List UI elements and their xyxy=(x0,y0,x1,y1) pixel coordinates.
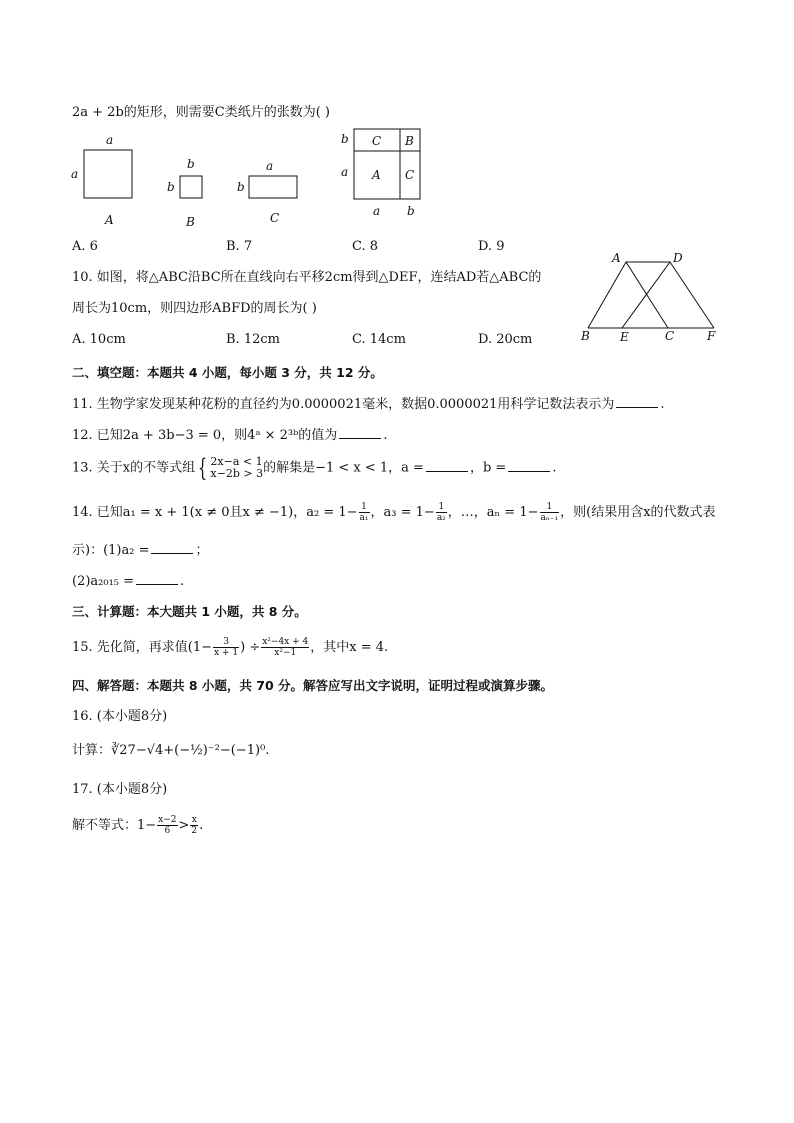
q14-blank-1[interactable] xyxy=(151,541,193,554)
label-c-left: b xyxy=(237,180,245,194)
q9-option-b: B. 7 xyxy=(226,239,253,254)
point-a: A xyxy=(612,251,621,265)
q15-frac-2: $\frac{\text{x²−4x + 4}}{\text{x²−1}}$ xyxy=(262,637,309,658)
rect-c xyxy=(249,176,297,198)
q12-post: 的值为 xyxy=(298,428,338,443)
q10-stem-line1: 10. 如图，将△ABC沿BC所在直线向右平移2cm得到△DEF，连结AD若△ABC的 xyxy=(72,270,542,285)
q10-stem-line2: 周长为10cm，则四边形ABFD的周长为( ) xyxy=(72,301,317,316)
q14-frac-1: $\frac{1}{\text{a₁}}$ xyxy=(359,502,369,523)
q12-expr: 4ᵃ × 2³ᵇ xyxy=(247,428,299,443)
point-b: B xyxy=(581,329,590,343)
cell-br: C xyxy=(405,168,415,182)
q10-option-b: B. 12cm xyxy=(226,332,280,347)
q16-body: 计算：∛27−√4+(−½)⁻²−(−1)⁰. xyxy=(72,743,270,758)
point-d: D xyxy=(673,251,683,265)
cell-bl: A xyxy=(372,168,381,182)
q17-heading: 17. (本小题8分) xyxy=(72,782,168,797)
point-f: F xyxy=(707,329,716,343)
square-b xyxy=(180,176,202,198)
label-a-name: A xyxy=(105,213,114,227)
q13-sys-1: 2x−a < 1 xyxy=(210,455,263,468)
q14-line3-text: (2)a₂₀₁₅ = xyxy=(72,574,135,589)
q14-line2-text: 示)：(1)a₂ = xyxy=(72,543,150,558)
q11: 11. 生物学家发现某种花粉的直径约为0.0000021毫米，数据0.0000021用科学记数法表示为 . xyxy=(72,397,665,412)
q13: 13. 关于x的不等式组 { 2x−a < 1 x−2b > 3 的解集是−1 < x < 1，a = ，b = . xyxy=(72,454,557,482)
q14-line3: (2)a₂₀₁₅ = . xyxy=(72,574,185,589)
q14-mid1: ，a₃ = 1− xyxy=(370,505,435,520)
section-3-heading: 三、计算题：本大题共 1 小题，共 8 分。 xyxy=(72,604,307,619)
q15 xyxy=(72,637,388,658)
cell-tr: B xyxy=(405,134,414,148)
q13-b: ，b = xyxy=(469,460,507,476)
side-a: a xyxy=(341,165,349,179)
q14-frac-2: $\frac{1}{\text{a₂}}$ xyxy=(436,502,446,523)
q15-pre: 15. 先化简，再求值(1− xyxy=(72,640,213,655)
q17-pre: 解不等式：1− xyxy=(72,818,157,833)
q11-blank[interactable] xyxy=(616,395,658,408)
label-a-left: a xyxy=(71,167,79,181)
label-b-name: B xyxy=(186,215,195,229)
label-c-top: a xyxy=(266,159,274,173)
q9-figure xyxy=(60,126,460,236)
q13-blank-a[interactable] xyxy=(426,459,468,472)
q10-option-a: A. 10cm xyxy=(72,332,126,347)
q10-option-d: D. 20cm xyxy=(478,332,533,347)
q12-pre: 12. 已知2a + 3b−3 = 0，则 xyxy=(72,428,248,443)
q13-blank-b[interactable] xyxy=(508,459,550,472)
q9-option-d: D. 9 xyxy=(478,239,505,254)
bottom-a: a xyxy=(373,204,381,218)
q15-mid: ) ÷ xyxy=(240,640,261,655)
q17-post: . xyxy=(199,818,204,833)
point-e: E xyxy=(620,330,629,344)
label-a-top: a xyxy=(106,133,114,147)
q9-option-a: A. 6 xyxy=(72,239,98,254)
q14-blank-2[interactable] xyxy=(136,572,178,585)
q10-figure xyxy=(576,250,726,350)
bottom-b: b xyxy=(407,204,415,218)
cell-tl: C xyxy=(372,134,382,148)
q13-pre: 13. 关于x的不等式组 xyxy=(72,460,196,476)
q17-mid: > xyxy=(178,818,190,833)
q11-text: 11. 生物学家发现某种花粉的直径约为0.0000021毫米，数据0.0000021用科学记数法表示为 xyxy=(72,397,615,412)
q14-pre: 14. 已知a₁ = x + 1(x ≠ 0且x ≠ −1)，a₂ = 1− xyxy=(72,505,358,520)
q13-system xyxy=(210,456,263,480)
square-a xyxy=(84,150,132,198)
q14-line2-end: ； xyxy=(195,543,209,558)
section-2-heading: 二、填空题：本题共 4 小题，每小题 3 分，共 12 分。 xyxy=(72,365,383,380)
q9-stem-tail: 2a + 2b的矩形，则需要C类纸片的张数为( ) xyxy=(72,105,330,120)
q16-heading: 16. (本小题8分) xyxy=(72,709,168,724)
q10-option-c: C. 14cm xyxy=(352,332,406,347)
q14-frac-3: $\frac{1}{\text{aₙ₋₁}}$ xyxy=(540,502,559,523)
label-c-name: C xyxy=(270,211,280,225)
q15-post: ，其中x = 4. xyxy=(310,640,389,655)
q17-frac-1: $\frac{x-2}{6}$ xyxy=(158,815,177,836)
q15-frac-1: $\frac{3}{x + 1}$ xyxy=(214,637,239,658)
q14-line2 xyxy=(72,541,209,560)
q17-body xyxy=(72,815,203,836)
label-b-left: b xyxy=(167,180,175,194)
q9-option-c: C. 8 xyxy=(352,239,379,254)
q14-mid2: ，…，aₙ = 1− xyxy=(447,505,539,520)
q17-frac-2: $\frac{x}{2}$ xyxy=(191,815,198,836)
section-4-heading: 四、解答题：本题共 8 小题，共 70 分。解答应写出文字说明，证明过程或演算步骤。 xyxy=(72,678,554,693)
q13-post: 的解集是−1 < x < 1，a = xyxy=(263,460,424,476)
q14-post: ，则(结果用含x的代数式表 xyxy=(560,505,716,520)
q12: 12. 已知2a + 3b−3 = 0，则4ᵃ × 2³ᵇ的值为 . xyxy=(72,428,388,443)
point-c: C xyxy=(665,329,675,343)
label-b-top: b xyxy=(187,157,195,171)
q12-blank[interactable] xyxy=(339,426,381,439)
q13-sys-2: x−2b > 3 xyxy=(210,467,264,480)
side-b: b xyxy=(341,132,349,146)
q13-brace: { xyxy=(198,454,208,482)
q14-line1 xyxy=(72,502,716,523)
